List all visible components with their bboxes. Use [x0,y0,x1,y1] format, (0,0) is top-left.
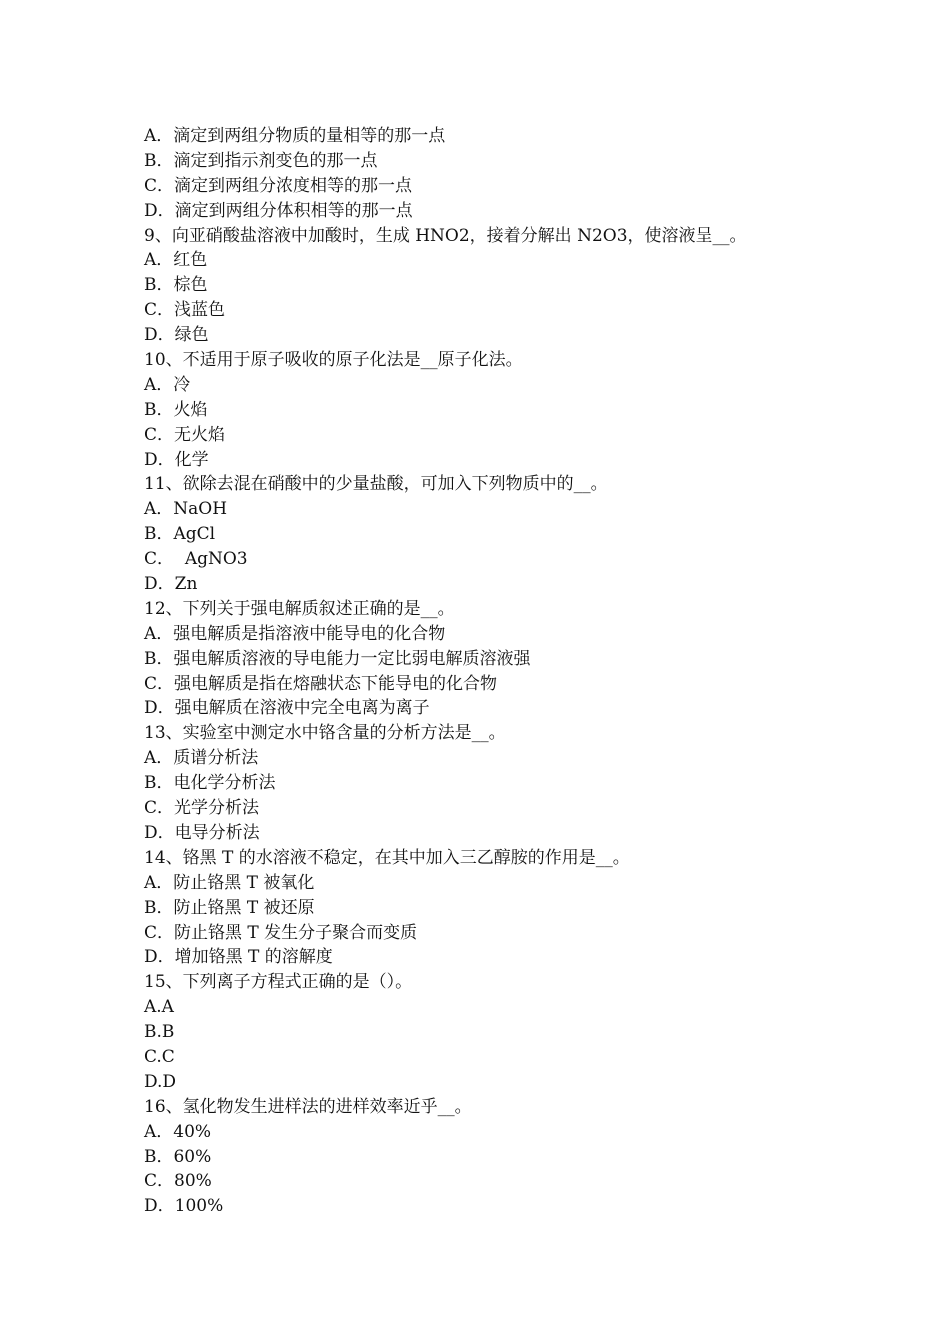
option-line: A.A [144,997,174,1018]
option-line: B.B [144,1022,175,1043]
option-line: A．NaOH [144,499,228,520]
question-11: 11、欲除去混在硝酸中的少量盐酸，可加入下列物质中的__。 [144,474,608,495]
question-13: 13、实验室中测定水中铬含量的分析方法是__。 [144,723,506,744]
option-line: C．滴定到两组分浓度相等的那一点 [144,175,413,196]
question-14: 14、铬黑 T 的水溶液不稳定，在其中加入三乙醇胺的作用是__。 [144,847,630,868]
question-10: 10、不适用于原子吸收的原子化法是__原子化法。 [144,350,523,371]
option-line: B．防止铬黑 T 被还原 [144,897,315,918]
option-line: A．滴定到两组分物质的量相等的那一点 [144,126,446,146]
option-line: C.C [144,1046,175,1067]
option-line: A．40% [144,1121,212,1142]
option-line: B．强电解质溶液的导电能力一定比弱电解质溶液强 [144,648,531,669]
question-15: 15、下列离子方程式正确的是（）。 [144,972,413,993]
option-line: D.D [144,1071,177,1092]
option-line: D．化学 [144,449,209,470]
option-line: B．火焰 [144,399,208,420]
option-line: D．Zn [144,574,198,595]
option-line: D．滴定到两组分体积相等的那一点 [144,200,413,221]
option-line: B．电化学分析法 [144,773,276,794]
option-line: C．无火焰 [144,424,226,445]
option-line: A．防止铬黑 T 被氧化 [144,872,315,893]
question-16: 16、氢化物发生进样法的进样效率近乎__。 [144,1096,472,1117]
option-line: C．80% [144,1171,212,1192]
option-line: D．绿色 [144,325,209,346]
question-list [144,124,824,1219]
option-line: C．浅蓝色 [144,300,226,321]
question-12: 12、下列关于强电解质叙述正确的是__。 [144,598,455,619]
option-line: C．强电解质是指在熔融状态下能导电的化合物 [144,673,498,694]
option-line: D．电导分析法 [144,822,260,843]
question-9: 9、向亚硝酸盐溶液中加酸时，生成 HNO2，接着分解出 N2O3，使溶液呈__。 [144,225,747,246]
option-line: B．60% [144,1146,212,1167]
option-line: A．冷 [144,374,191,395]
option-line: A．质谱分析法 [144,748,259,769]
option-line: C．光学分析法 [144,798,260,819]
option-line: A．强电解质是指溶液中能导电的化合物 [144,623,446,644]
option-line: D．100% [144,1196,224,1217]
option-line: C． AgNO3 [144,549,248,570]
option-line: B．AgCl [144,524,216,545]
option-line: B．棕色 [144,275,208,296]
option-line: D．增加铬黑 T 的溶解度 [144,947,333,968]
option-line: B．滴定到指示剂变色的那一点 [144,150,378,171]
option-line: D．强电解质在溶液中完全电离为离子 [144,698,430,719]
option-line: C．防止铬黑 T 发生分子聚合而变质 [144,922,418,943]
option-line: A．红色 [144,250,208,271]
